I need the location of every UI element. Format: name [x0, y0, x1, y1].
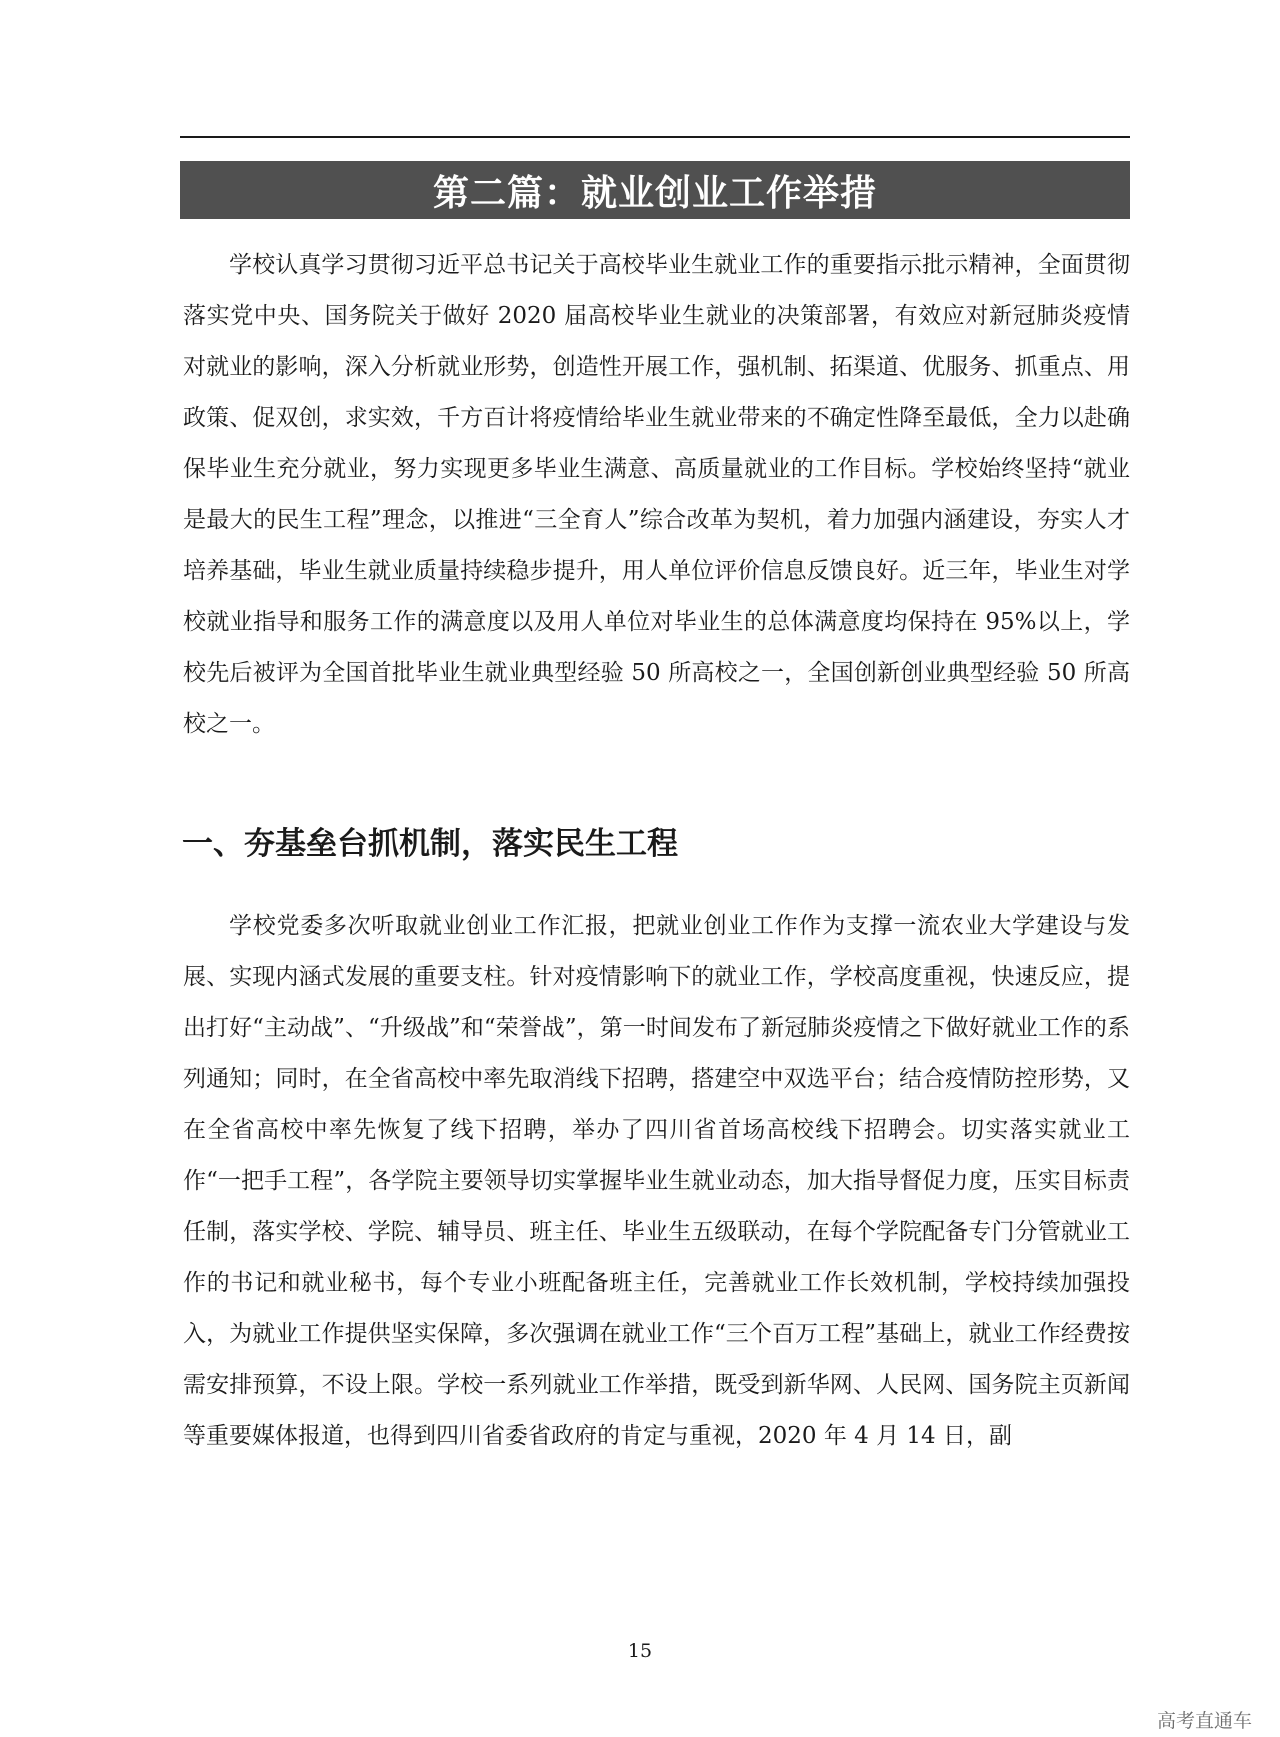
header-rule [180, 136, 1130, 138]
section-heading: 一、夯基垒台抓机制，落实民生工程 [182, 826, 678, 862]
page-number: 15 [627, 1640, 653, 1662]
section-paragraph: 学校党委多次听取就业创业工作汇报，把就业创业工作作为支撑一流农业大学建设与发展、实现内涵式发展的重要支柱。针对疫情影响下的就业工作，学校高度重视，快速反应，提出打好“主动战”、“升级战”和“荣誉战”，第一时间发布了新冠肺炎疫情之下做好就业工作的系列通知；同时，在全省高校中率先取消线下招聘，搭建空中双选平台；结合疫情防控形势，又在全省高校中率先恢复了线下招聘，举办了四川省首场高校线下招聘会。切实落实就业工作“一把手工程”，各学院主要领导切实掌握毕业生就业动态，加大指导督促力度，压实目标责任制，落实学校、学院、辅导员、班主任、毕业生五级联动，在每个学院配备专门分管就业工作的书记和就业秘书，每个专业小班配备班主任，完善就业工作长效机制，学校持续加强投入，为就业工作提供坚实保障，多次强调在就业工作“三个百万工程”基础上，就业工作经费按需安排预算，不设上限。学校一系列就业工作举措，既受到新华网、人民网、国务院主页新闻等重要媒体报道，也得到四川省委省政府的肯定与重视，2020 年 4 月 14 日，副 [183, 913, 1130, 1449]
watermark-text: 高考直通车 [1156, 1710, 1252, 1732]
chapter-title: 第二篇：就业创业工作举措 [432, 172, 877, 214]
intro-paragraph: 学校认真学习贯彻习近平总书记关于高校毕业生就业工作的重要指示批示精神，全面贯彻落实党中央、国务院关于做好 2020 届高校毕业生就业的决策部署，有效应对新冠肺炎疫情对就业的影响，深入分析就业形势，创造性开展工作，强机制、拓渠道、优服务、抓重点、用政策、促双创，求实效，千方百计将疫情给毕业生就业带来的不确定性降至最低，全力以赴确保毕业生充分就业，努力实现更多毕业生满意、高质量就业的工作目标。学校始终坚持“就业是最大的民生工程”理念，以推进“三全育人”综合改革为契机，着力加强内涵建设，夯实人才培养基础，毕业生就业质量持续稳步提升，用人单位评价信息反馈良好。近三年，毕业生对学校就业指导和服务工作的满意度以及用人单位对毕业生的总体满意度均保持在 95%以上，学校先后被评为全国首批毕业生就业典型经验 50 所高校之一，全国创新创业典型经验 50 所高校之一。 [183, 252, 1130, 737]
chapter-title-banner [180, 161, 1130, 219]
